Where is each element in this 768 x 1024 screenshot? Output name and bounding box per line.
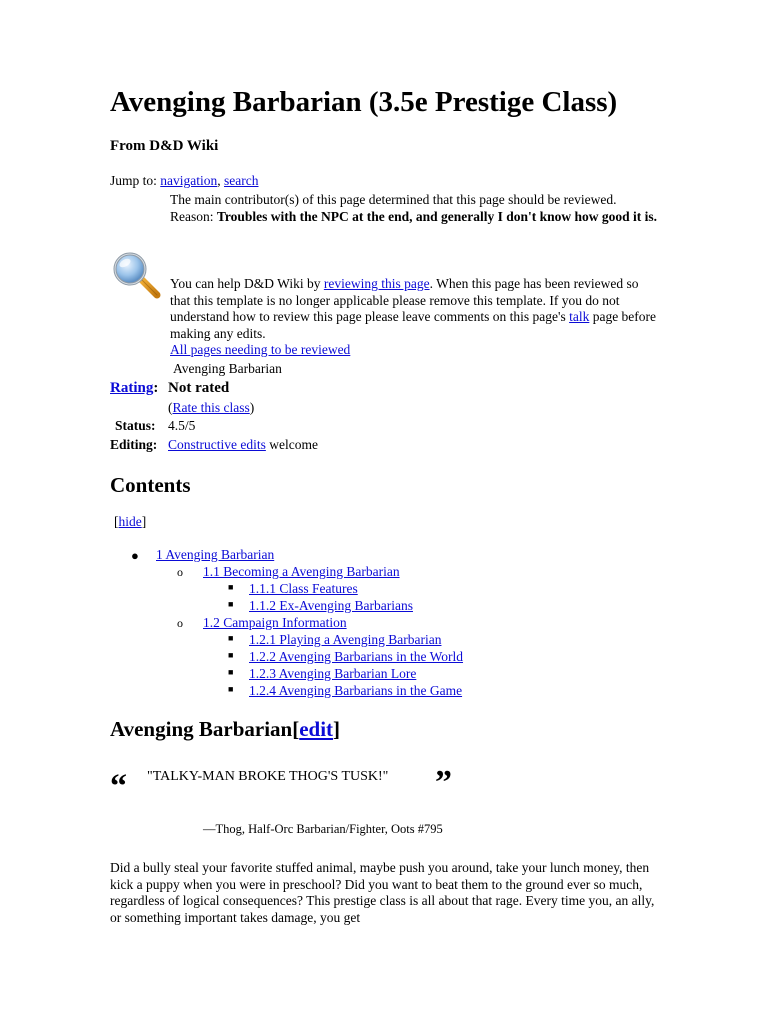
rating-value: Not rated — [168, 380, 230, 396]
toc-bullet-circle: o — [177, 565, 183, 579]
rate-class — [168, 400, 254, 417]
review-notice-reason — [170, 192, 660, 225]
toc-bullet-square: ■ — [228, 582, 234, 592]
help-suffix: . When this page has been reviewed so that this template is no longer applicable please remove this template. If you do not understand how to review this page please leave comments on this page's — [170, 276, 639, 324]
rate-open: ( — [168, 400, 173, 415]
toc-item[interactable]: 1 Avenging Barbarian — [156, 547, 275, 562]
page-title: Avenging Barbarian (3.5e Prestige Class) — [110, 86, 618, 118]
rating-label — [110, 380, 158, 397]
hide-close: ] — [141, 514, 147, 529]
toc-item[interactable]: 1.2.1 Playing a Avenging Barbarian — [249, 632, 442, 647]
toc-item[interactable]: 1.2 Campaign Information — [203, 615, 347, 630]
toc-bullet-square: ■ — [228, 633, 234, 643]
review-reason: Troubles with the NPC at the end, and generally I don't know how good it is. — [216, 208, 658, 224]
rate-close: ) — [249, 400, 255, 415]
jump-separator: , — [217, 173, 225, 188]
edit-section-link[interactable]: edit — [299, 717, 334, 741]
editing-label: Editing: — [110, 437, 158, 452]
rate-this-class-link[interactable]: Rate this class — [172, 400, 250, 415]
contents-title: Contents — [110, 473, 191, 497]
help-end: page before making any edits. — [170, 309, 657, 341]
toc-bullet-disc: ● — [131, 548, 139, 563]
constructive-edits-link[interactable]: Constructive edits — [168, 437, 266, 452]
toc-item[interactable]: 1.1.2 Ex-Avenging Barbarians — [249, 598, 413, 613]
status-label: Status: — [115, 418, 156, 433]
infobox-title: Avenging Barbarian — [173, 361, 282, 376]
toc-item[interactable]: 1.2.3 Avenging Barbarian Lore — [249, 666, 417, 681]
close-quote-mark: ” — [435, 764, 452, 801]
review-notice-intro: The main contributor(s) of this page determined that this page should be reviewed. Reason: — [170, 192, 617, 224]
magnifying-glass-icon — [111, 251, 163, 299]
navigation-link[interactable]: navigation — [160, 173, 218, 188]
toc-item[interactable]: 1.2.2 Avenging Barbarians in the World — [249, 649, 464, 664]
rating-colon: : — [153, 380, 159, 396]
toc-bullet-square: ■ — [228, 667, 234, 677]
toc-bullet-square: ■ — [228, 650, 234, 660]
edit-open: [ — [292, 717, 300, 741]
all-pages-reviewed-link[interactable]: All pages needing to be reviewed — [170, 342, 351, 357]
quote-text: "TALKY-MAN BROKE THOG'S TUSK!" — [147, 769, 389, 784]
intro-paragraph: Did a bully steal your favorite stuffed animal, maybe push you around, take your lunch money, then kick a puppy when you were in preschool? Did you want to beat them to the ground ever so much, regardless of logical consequences? This prestige class is all about that rage. Every time you, an ally, or something important takes damage, you get — [110, 860, 655, 925]
reviewing-this-page-link[interactable]: reviewing this page — [323, 276, 430, 291]
rating-link[interactable]: Rating — [110, 380, 154, 396]
toc-bullet-square: ■ — [228, 599, 234, 609]
toc-hide — [114, 514, 146, 531]
section-heading — [110, 717, 340, 742]
quote-attribution: —Thog, Half-Orc Barbarian/Fighter, Oots #795 — [203, 822, 443, 836]
edit-close: ] — [333, 717, 341, 741]
search-link[interactable]: search — [224, 173, 259, 188]
open-quote-mark: “ — [110, 768, 127, 805]
toc-bullet-circle: o — [177, 616, 183, 630]
hide-toc-link[interactable]: hide — [118, 514, 142, 529]
toc-item[interactable]: 1.1 Becoming a Avenging Barbarian — [203, 564, 400, 579]
toc-item[interactable]: 1.2.4 Avenging Barbarians in the Game — [249, 683, 463, 698]
section-title: Avenging Barbarian — [110, 717, 293, 741]
talk-link[interactable]: talk — [569, 309, 590, 324]
editing-value — [168, 437, 318, 454]
jump-prefix: Jump to: — [110, 173, 161, 188]
editing-suffix: welcome — [265, 437, 318, 452]
review-help-text — [170, 276, 660, 359]
hide-open: [ — [114, 514, 119, 529]
toc-item[interactable]: 1.1.1 Class Features — [249, 581, 358, 596]
help-prefix: You can help D&D Wiki by — [170, 276, 324, 291]
toc-bullet-square: ■ — [228, 684, 234, 694]
status-value: 4.5/5 — [168, 418, 196, 433]
page-subtitle: From D&D Wiki — [110, 138, 219, 154]
jump-links — [110, 173, 259, 190]
